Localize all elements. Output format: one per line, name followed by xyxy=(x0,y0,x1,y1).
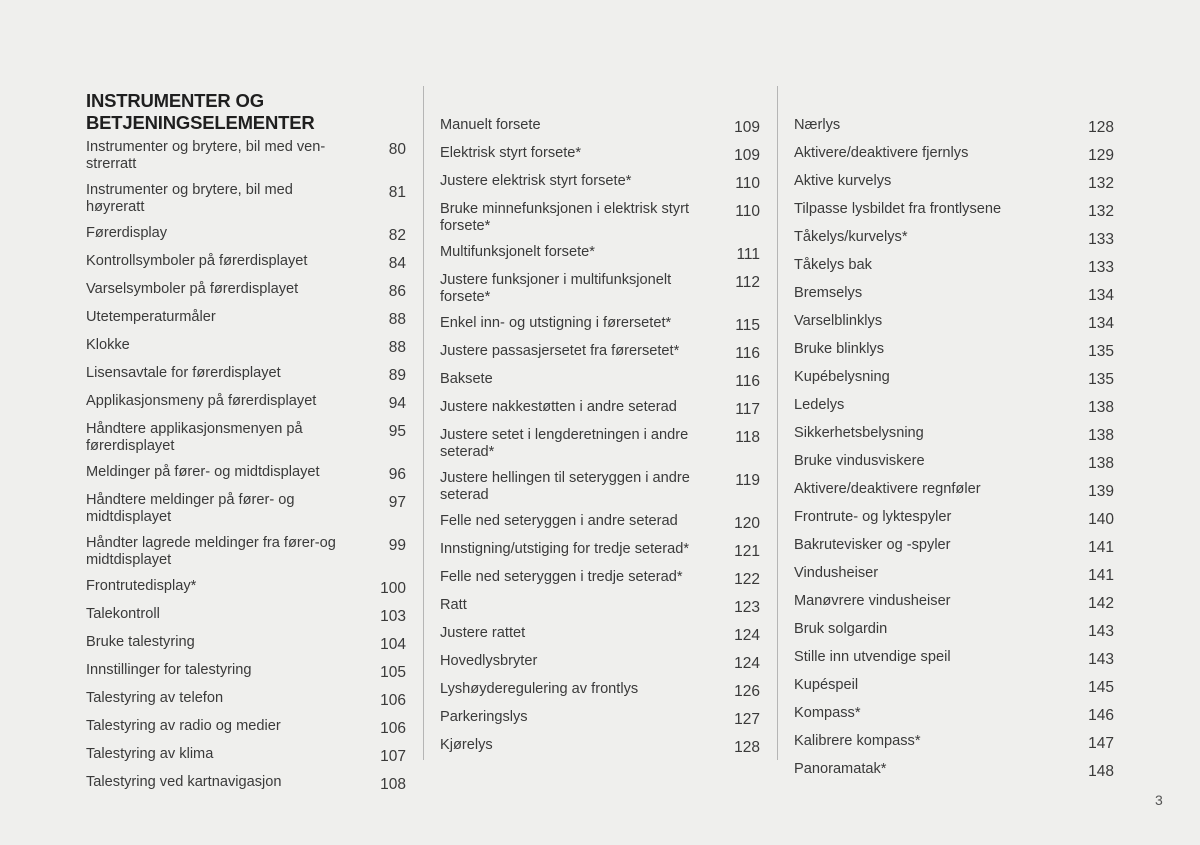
toc-entry[interactable] xyxy=(794,761,1114,780)
toc-entry-page: 139 xyxy=(1088,483,1114,500)
toc-entry[interactable] xyxy=(440,513,760,532)
toc-entry-title: Panoramatak* xyxy=(794,761,887,777)
toc-entry-title: Innstillinger for talestyring xyxy=(86,662,252,678)
toc-entry-title: Instrumenter og brytere, bil med høyreratt xyxy=(86,182,293,215)
toc-entry-page: 89 xyxy=(388,367,406,384)
toc-entry-title: Justere elektrisk styrt forsete* xyxy=(440,173,632,189)
toc-entry[interactable] xyxy=(440,117,760,136)
toc-entry-page: 109 xyxy=(734,119,760,136)
toc-entry-page: 132 xyxy=(1088,203,1114,220)
toc-entry-page: 128 xyxy=(1088,119,1114,136)
toc-entry-page: 140 xyxy=(1088,511,1114,528)
toc-entry-title: Bruke vindusviskere xyxy=(794,453,925,469)
toc-entry[interactable] xyxy=(440,597,760,616)
toc-entry-title: Bruke blinklys xyxy=(794,341,885,357)
toc-entry-title: Felle ned seteryggen i andre seterad xyxy=(440,513,678,529)
toc-entry-title: Bremselys xyxy=(794,285,863,301)
toc-entry[interactable] xyxy=(86,253,406,272)
toc-entry-page: 138 xyxy=(1088,427,1114,444)
toc-entry-title: Talestyring av telefon xyxy=(86,690,224,706)
toc-entry-page: 111 xyxy=(736,246,760,263)
toc-entry-page: 106 xyxy=(380,692,406,709)
toc-entry[interactable] xyxy=(440,371,760,390)
toc-entry[interactable] xyxy=(794,173,1114,192)
toc-entry-page: 128 xyxy=(734,739,760,756)
toc-entry[interactable] xyxy=(440,427,760,461)
toc-entry-page: 133 xyxy=(1088,231,1114,248)
toc-entry-page: 110 xyxy=(735,203,760,220)
toc-entry-title: Vindusheiser xyxy=(794,565,879,581)
toc-entry-title: Lyshøyderegulering av frontlys xyxy=(440,681,639,697)
toc-entry[interactable] xyxy=(794,509,1114,528)
toc-entry[interactable] xyxy=(794,145,1114,164)
toc-entry-page: 126 xyxy=(734,683,760,700)
toc-entry-title: Sikkerhetsbelysning xyxy=(794,425,924,441)
toc-entry-page: 134 xyxy=(1088,287,1114,304)
toc-entry-page: 145 xyxy=(1088,679,1114,696)
toc-entry-title: Kupébelysning xyxy=(794,369,890,385)
toc-entry[interactable] xyxy=(794,621,1114,640)
toc-entry-title: Justere hellingen til seteryggen i andre seterad xyxy=(440,470,690,503)
toc-entry-title: Utetemperaturmåler xyxy=(86,309,216,325)
toc-entry-page: 94 xyxy=(388,395,406,412)
column-divider xyxy=(423,86,424,760)
toc-entry[interactable] xyxy=(440,201,760,235)
toc-entry-page: 106 xyxy=(380,720,406,737)
toc-entry-title: Bruke minnefunksjonen i elektrisk styrt forsete* xyxy=(440,201,690,234)
toc-entry-page: 109 xyxy=(734,147,760,164)
toc-entry[interactable] xyxy=(794,341,1114,360)
toc-entry-title: Manøvrere vindusheiser xyxy=(794,593,951,609)
toc-entry-title: Justere setet i lengderetningen i andre seterad* xyxy=(440,427,689,460)
toc-entry-page: 82 xyxy=(388,227,406,244)
toc-entry-title: Ratt xyxy=(440,597,467,613)
toc-entry-page: 133 xyxy=(1088,259,1114,276)
toc-entry-title: Håndter lagrede meldinger fra fører-og midtdisplayet xyxy=(86,535,336,568)
toc-entry-title: Talestyring av radio og medier xyxy=(86,718,281,734)
toc-entry-title: Frontrute- og lyktespyler xyxy=(794,509,952,525)
toc-entry[interactable] xyxy=(440,541,760,560)
toc-entry-title: Håndtere meldinger på fører- og midtdisplayet xyxy=(86,492,295,525)
toc-entry-title: Varselblinklys xyxy=(794,313,883,329)
toc-entry[interactable] xyxy=(440,343,760,362)
toc-entry-page: 146 xyxy=(1088,707,1114,724)
toc-entry-page: 143 xyxy=(1088,651,1114,668)
toc-entry[interactable] xyxy=(86,690,406,709)
toc-entry[interactable] xyxy=(794,733,1114,752)
toc-entry-title: Kontrollsymboler på førerdisplayet xyxy=(86,253,308,269)
toc-entry[interactable] xyxy=(794,201,1114,220)
toc-entry[interactable] xyxy=(440,681,760,700)
toc-entry-title: Nærlys xyxy=(794,117,841,133)
toc-entry[interactable] xyxy=(86,225,406,244)
toc-entry[interactable] xyxy=(86,421,406,455)
toc-entry-page: 120 xyxy=(734,515,760,532)
toc-entry-title: Applikasjonsmeny på førerdisplayet xyxy=(86,393,317,409)
toc-entry[interactable] xyxy=(794,537,1114,556)
toc-entry[interactable] xyxy=(440,653,760,672)
toc-entry-page: 124 xyxy=(734,627,760,644)
toc-entry-page: 138 xyxy=(1088,399,1114,416)
toc-entry[interactable] xyxy=(794,481,1114,500)
toc-entry-page: 141 xyxy=(1088,567,1114,584)
toc-entry[interactable] xyxy=(440,145,760,164)
toc-entry-title: Parkeringslys xyxy=(440,709,528,725)
toc-entry-page: 86 xyxy=(388,283,406,300)
toc-entry-title: Talestyring ved kartnavigasjon xyxy=(86,774,282,790)
toc-entry-title: Varselsymboler på førerdisplayet xyxy=(86,281,299,297)
toc-entry[interactable] xyxy=(794,369,1114,388)
toc-entry-page: 124 xyxy=(734,655,760,672)
toc-entry-title: Kjørelys xyxy=(440,737,493,753)
toc-entry[interactable] xyxy=(86,606,406,625)
toc-entry-title: Elektrisk styrt forsete* xyxy=(440,145,582,161)
toc-entry-title: Multifunksjonelt forsete* xyxy=(440,244,595,260)
toc-entry-title: Kupéspeil xyxy=(794,677,859,693)
toc-entry-title: Meldinger på fører- og midtdisplayet xyxy=(86,464,320,480)
toc-entry[interactable] xyxy=(440,709,760,728)
toc-entry-page: 142 xyxy=(1088,595,1114,612)
toc-entry[interactable] xyxy=(440,625,760,644)
toc-entry[interactable] xyxy=(794,453,1114,472)
toc-entry[interactable] xyxy=(440,399,760,418)
toc-entry-page: 123 xyxy=(734,599,760,616)
toc-entry[interactable] xyxy=(86,393,406,412)
toc-entry[interactable] xyxy=(86,365,406,384)
toc-entry-page: 135 xyxy=(1088,371,1114,388)
toc-entry-page: 96 xyxy=(388,466,406,483)
toc-entry[interactable] xyxy=(794,229,1114,248)
toc-entry[interactable] xyxy=(86,718,406,737)
toc-entry[interactable] xyxy=(794,397,1114,416)
toc-entry[interactable] xyxy=(440,173,760,192)
toc-entry-title: Felle ned seteryggen i tredje seterad* xyxy=(440,569,683,585)
toc-entry-title: Stille inn utvendige speil xyxy=(794,649,951,665)
toc-entry[interactable] xyxy=(86,578,406,597)
toc-entry[interactable] xyxy=(440,272,760,306)
toc-entry-page: 81 xyxy=(388,184,406,201)
toc-entry-page: 80 xyxy=(388,141,406,158)
toc-entry-title: Justere passasjersetet fra førersetet* xyxy=(440,343,680,359)
toc-entry-page: 117 xyxy=(735,401,760,418)
column-divider xyxy=(777,86,778,760)
toc-entry[interactable] xyxy=(794,313,1114,332)
toc-entry-title: Innstigning/utstiging for tredje seterad* xyxy=(440,541,690,557)
toc-entry-page: 135 xyxy=(1088,343,1114,360)
toc-entry-title: Frontrutedisplay* xyxy=(86,578,197,594)
toc-entry[interactable] xyxy=(440,737,760,756)
toc-entry-page: 88 xyxy=(388,311,406,328)
toc-entry[interactable] xyxy=(86,492,406,526)
toc-entry-page: 100 xyxy=(380,580,406,597)
toc-entry-title: Bruke talestyring xyxy=(86,634,195,650)
toc-entry[interactable] xyxy=(86,535,406,569)
toc-entry-page: 108 xyxy=(380,776,406,793)
toc-entry-page: 116 xyxy=(735,345,760,362)
toc-entry-title: Talekontroll xyxy=(86,606,160,622)
toc-entry-page: 95 xyxy=(388,423,406,440)
toc-entry-title: Ledelys xyxy=(794,397,845,413)
toc-entry[interactable] xyxy=(86,774,406,793)
toc-entry-page: 119 xyxy=(735,472,760,489)
toc-entry[interactable] xyxy=(86,746,406,765)
toc-entry-title: Instrumenter og brytere, bil med ven-strerratt xyxy=(86,139,326,172)
toc-entry-page: 132 xyxy=(1088,175,1114,192)
toc-entry[interactable] xyxy=(86,634,406,653)
toc-entry-title: Aktive kurvelys xyxy=(794,173,892,189)
toc-entry[interactable] xyxy=(440,569,760,588)
toc-entry[interactable] xyxy=(86,139,406,173)
toc-entry-title: Justere funksjoner i multifunksjonelt forsete* xyxy=(440,272,672,305)
toc-entry[interactable] xyxy=(794,565,1114,584)
toc-entry-title: Klokke xyxy=(86,337,130,353)
toc-entry-page: 121 xyxy=(734,543,760,560)
toc-entry[interactable] xyxy=(440,244,760,263)
toc-entry[interactable] xyxy=(794,593,1114,612)
toc-entry-title: Førerdisplay xyxy=(86,225,168,241)
toc-entry-page: 141 xyxy=(1088,539,1114,556)
toc-entry-page: 127 xyxy=(734,711,760,728)
toc-entry-page: 99 xyxy=(388,537,406,554)
toc-entry-title: Håndtere applikasjonsmenyen på førerdisplayet xyxy=(86,421,303,454)
toc-entry-page: 147 xyxy=(1088,735,1114,752)
toc-entry-title: Tåkelys bak xyxy=(794,257,872,273)
toc-entry-title: Bakrutevisker og -spyler xyxy=(794,537,951,553)
toc-entry-page: 105 xyxy=(380,664,406,681)
toc-entry-page: 84 xyxy=(388,255,406,272)
toc-entry-page: 88 xyxy=(388,339,406,356)
toc-entry[interactable] xyxy=(86,281,406,300)
toc-entry-page: 107 xyxy=(380,748,406,765)
toc-entry-title: Kalibrere kompass* xyxy=(794,733,921,749)
toc-entry-title: Kompass* xyxy=(794,705,861,721)
page-number: 3 xyxy=(1155,792,1163,808)
toc-entry-title: Aktivere/deaktivere regnføler xyxy=(794,481,981,497)
toc-entry[interactable] xyxy=(794,677,1114,696)
toc-entry-page: 138 xyxy=(1088,455,1114,472)
toc-entry-page: 112 xyxy=(735,274,760,291)
toc-column-3 xyxy=(794,117,1114,789)
toc-entry[interactable] xyxy=(440,470,760,504)
toc-entry[interactable] xyxy=(86,464,406,483)
toc-entry-page: 104 xyxy=(380,636,406,653)
toc-entry[interactable] xyxy=(794,285,1114,304)
toc-entry-page: 148 xyxy=(1088,763,1114,780)
toc-entry[interactable] xyxy=(794,425,1114,444)
toc-entry[interactable] xyxy=(794,117,1114,136)
toc-entry-title: Lisensavtale for førerdisplayet xyxy=(86,365,281,381)
toc-entry-title: Manuelt forsete xyxy=(440,117,541,133)
toc-entry-title: Justere rattet xyxy=(440,625,526,641)
toc-entry-page: 115 xyxy=(735,317,760,334)
toc-entry-page: 97 xyxy=(388,494,406,511)
toc-entry-title: Bruk solgardin xyxy=(794,621,888,637)
toc-entry-title: Justere nakkestøtten i andre seterad xyxy=(440,399,677,415)
toc-column-2 xyxy=(440,117,760,765)
toc-entry[interactable] xyxy=(440,315,760,334)
toc-entry-page: 110 xyxy=(735,175,760,192)
toc-entry[interactable] xyxy=(794,649,1114,668)
toc-entry[interactable] xyxy=(794,257,1114,276)
toc-entry-title: Baksete xyxy=(440,371,493,387)
section-heading: INSTRUMENTER OG BETJENINGSELEMENTER xyxy=(86,90,315,133)
toc-entry-title: Aktivere/deaktivere fjernlys xyxy=(794,145,969,161)
toc-entry-page: 122 xyxy=(734,571,760,588)
toc-entry-title: Enkel inn- og utstigning i førersetet* xyxy=(440,315,672,331)
toc-entry-title: Hovedlysbryter xyxy=(440,653,538,669)
toc-column-1 xyxy=(86,90,406,802)
toc-entry[interactable] xyxy=(86,337,406,356)
toc-entry-page: 103 xyxy=(380,608,406,625)
toc-entry[interactable] xyxy=(86,662,406,681)
toc-entry-title: Tåkelys/kurvelys* xyxy=(794,229,908,245)
toc-entry-page: 143 xyxy=(1088,623,1114,640)
toc-entry-page: 116 xyxy=(735,373,760,390)
toc-entry-title: Talestyring av klima xyxy=(86,746,214,762)
toc-entry-page: 129 xyxy=(1088,147,1114,164)
toc-entry-page: 118 xyxy=(735,429,760,446)
toc-entry[interactable] xyxy=(86,309,406,328)
toc-entry-title: Tilpasse lysbildet fra frontlysene xyxy=(794,201,1002,217)
toc-entry-page: 134 xyxy=(1088,315,1114,332)
toc-entry[interactable] xyxy=(794,705,1114,724)
toc-entry[interactable] xyxy=(86,182,406,216)
